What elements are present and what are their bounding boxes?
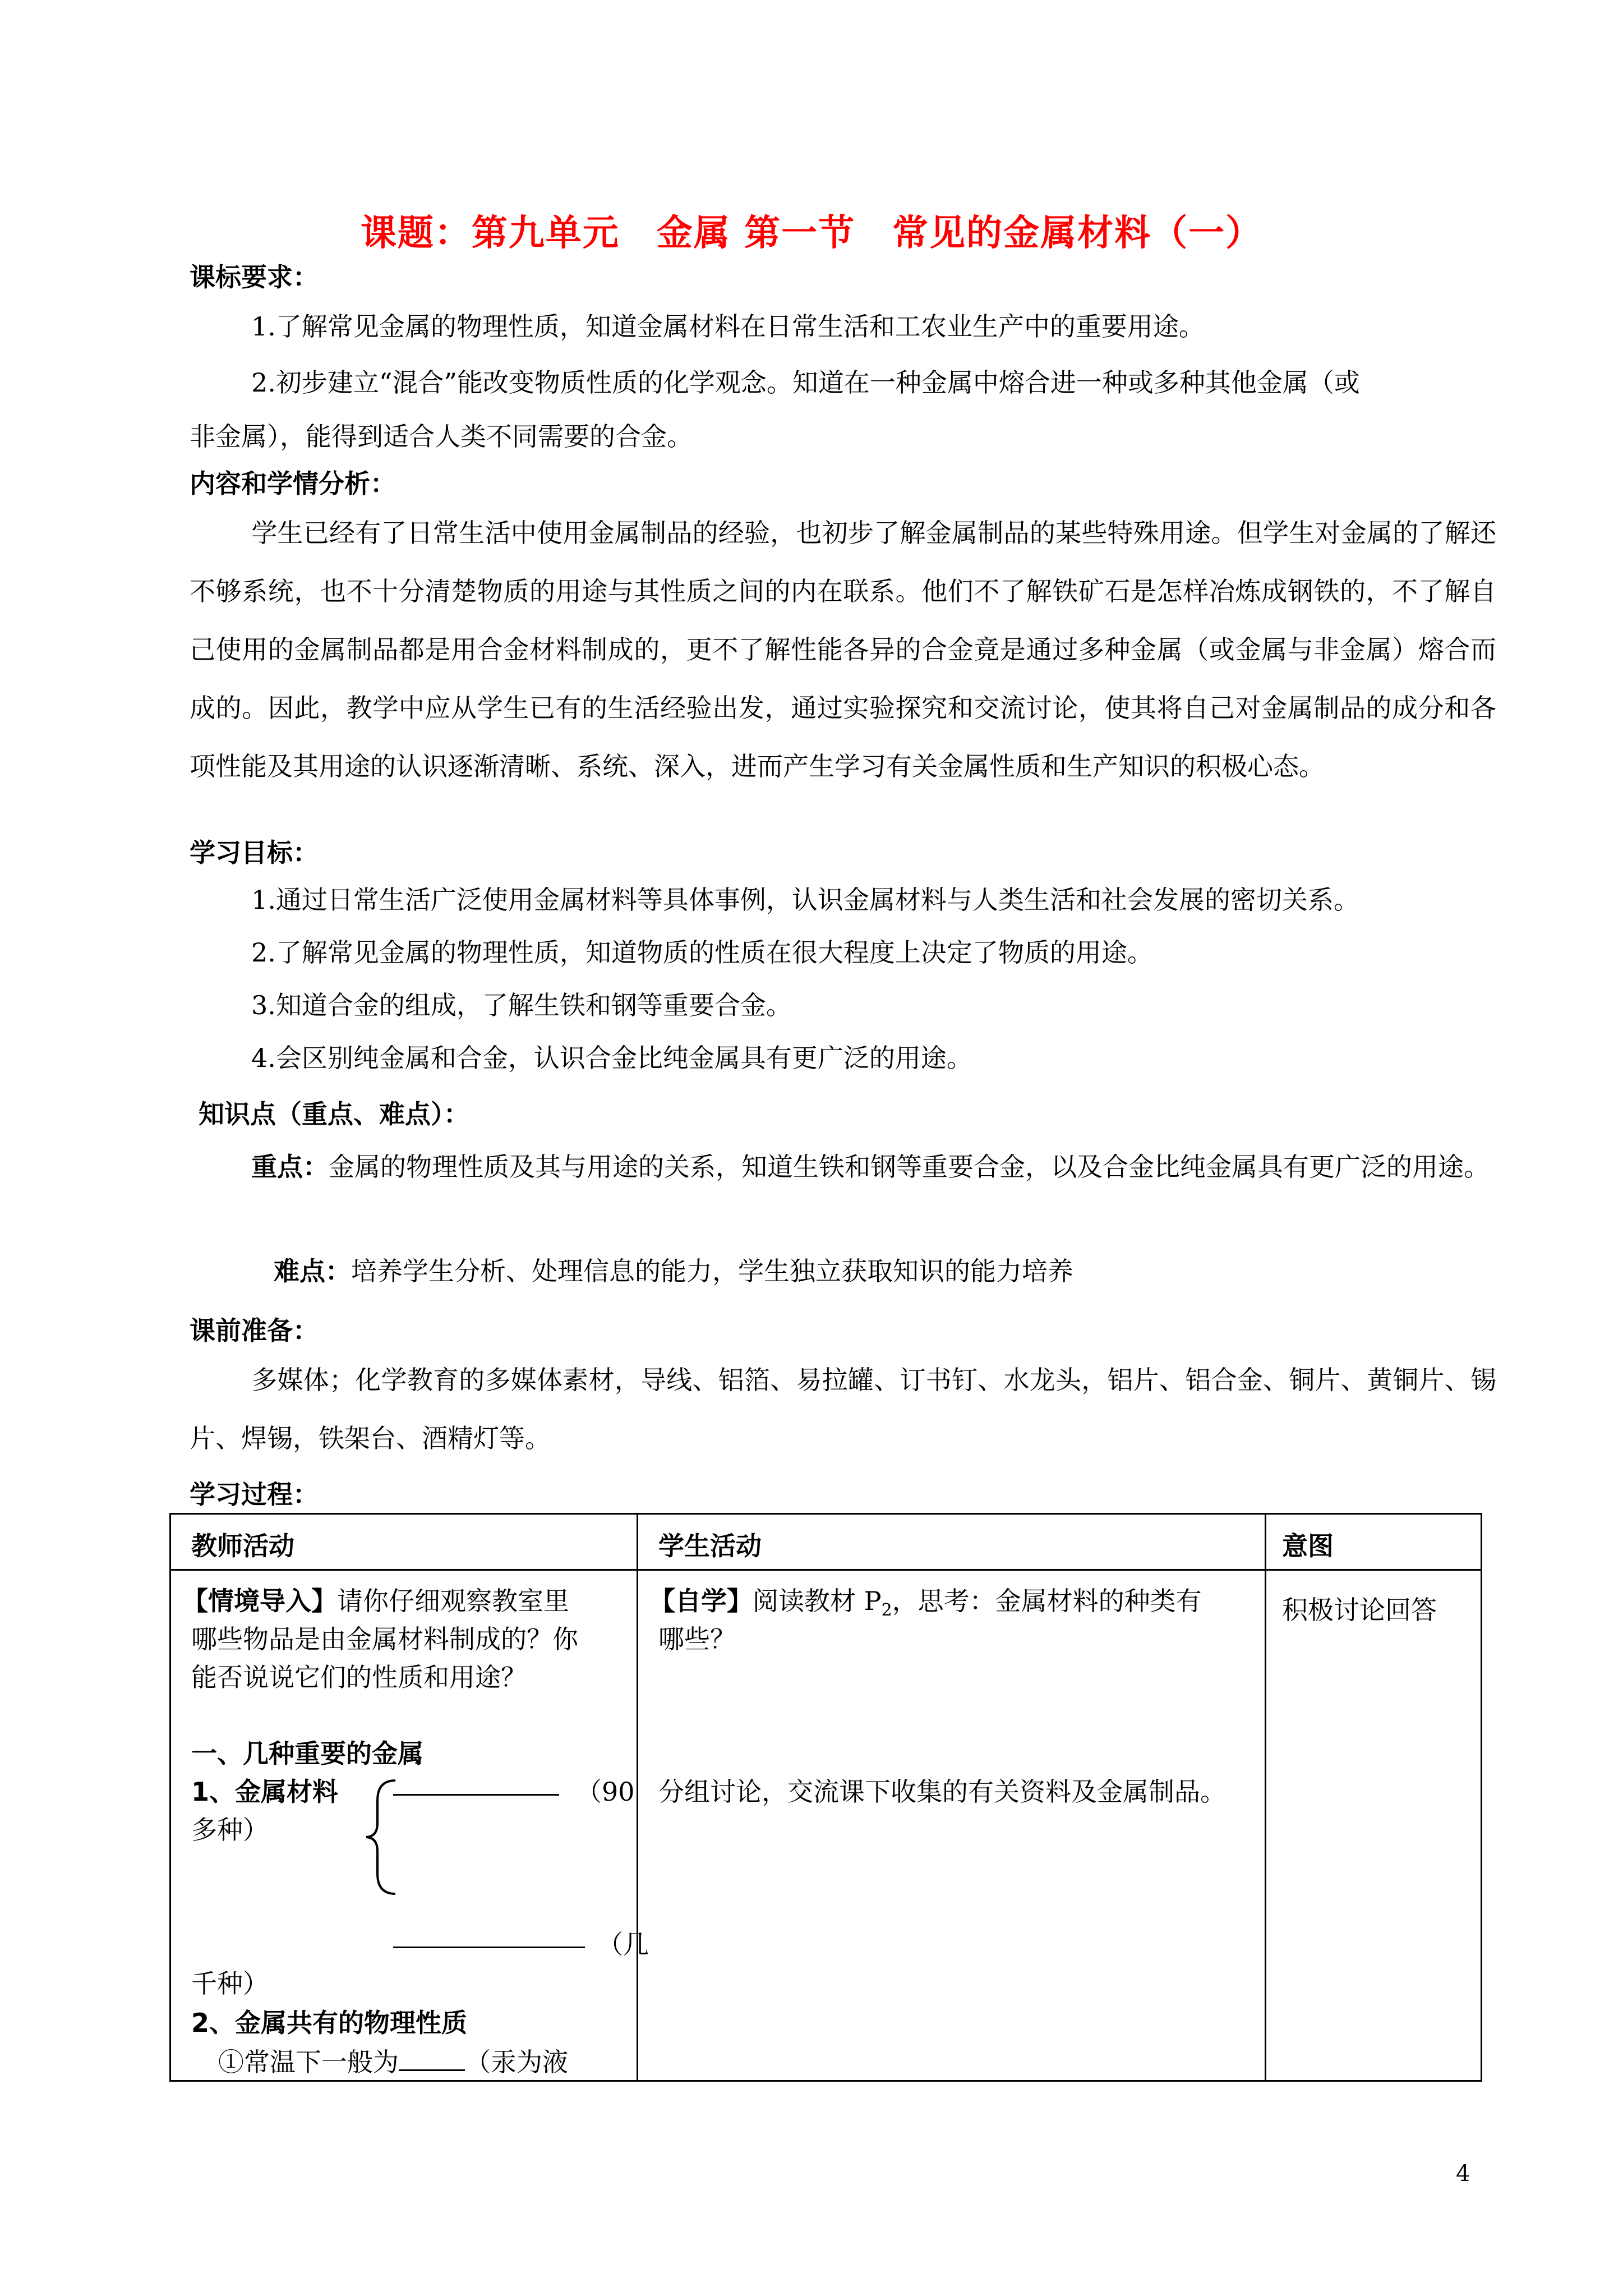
header-teacher: 教师活动 xyxy=(170,1514,638,1570)
property-item-1-pre: ①常温下一般为 xyxy=(218,2047,399,2077)
discuss-text: 分组讨论，交流课下收集的有关资料及金属制品。 xyxy=(658,1777,1226,1807)
heading-neirong: 内容和学情分析： xyxy=(190,468,396,499)
intro-tag: 【情境导入】 xyxy=(182,1586,337,1616)
table-row xyxy=(170,1570,1482,2081)
zhongdian-paragraph xyxy=(190,1138,1496,1261)
kebiao-item-2-cont: 非金属），能得到适合人类不同需要的合金。 xyxy=(190,421,693,452)
nandian-text: 培养学生分析、处理信息的能力，学生独立获取知识的能力培养 xyxy=(351,1256,1073,1286)
cell-student xyxy=(638,1570,1266,2081)
physical-properties-heading: 2、金属共有的物理性质 xyxy=(191,2008,468,2038)
mubiao-item-2: 2.了解常见金属的物理性质，知道物质的性质在很大程度上决定了物质的用途。 xyxy=(251,937,1153,968)
blank-state[interactable] xyxy=(399,2047,465,2071)
count-1: （90 xyxy=(576,1777,635,1807)
zhunbei-text: 多媒体；化学教育的多媒体素材，导线、铝箔、易拉罐、订书钉、水龙头，铝片、铝合金、铜片、黄铜片、锡片、焊锡，铁架台、酒精灯等。 xyxy=(190,1365,1496,1453)
zixue-line-1b: ，思考：金属材料的种类有 xyxy=(892,1586,1202,1616)
intent-text: 积极讨论回答 xyxy=(1282,1595,1437,1625)
header-intent: 意图 xyxy=(1266,1514,1482,1570)
neirong-text: 学生已经有了日常生活中使用金属制品的经验，也初步了解金属制品的某些特殊用途。但学生对金属的了解还不够系统，也不十分清楚物质的用途与其性质之间的内在联系。他们不了解铁矿石是怎样冶炼成钢铁的，不了解自己使用的金属制品都是用合金材料制成的，更不了解性能各异的合金竟是通过多种金属（或金属与非金属）熔合而成的。因此，教学中应从学生已有的生活经验出发，通过实验探究和交流讨论，使其将自己对金属制品的成分和各项性能及其用途的认识逐渐清晰、系统、深入，进而产生学习有关金属性质和生产知识的积极心态。 xyxy=(190,518,1496,781)
intro-line-3: 能否说说它们的性质和用途？ xyxy=(191,1662,527,1692)
cell-teacher xyxy=(170,1570,649,2081)
process-table xyxy=(169,1513,1482,2082)
zhongdian-text: 金属的物理性质及其与用途的关系，知道生铁和钢等重要合金，以及合金比纯金属具有更广泛的用途。 xyxy=(329,1152,1490,1182)
blank-alloy[interactable] xyxy=(393,1924,585,1948)
count-2b: 千种） xyxy=(191,1968,269,1999)
page-title: 课题：第九单元 金属 第一节 常见的金属材料（一） xyxy=(360,213,1263,254)
header-student: 学生活动 xyxy=(638,1514,1266,1570)
zixue-sub: 2 xyxy=(881,1600,892,1621)
section-metals-heading: 一、几种重要的金属 xyxy=(191,1738,423,1769)
zixue-tag: 【自学】 xyxy=(649,1586,753,1616)
count-1b: 多种） xyxy=(191,1815,269,1845)
neirong-paragraph xyxy=(190,504,1496,863)
nandian-label: 难点： xyxy=(274,1256,351,1286)
mubiao-item-4: 4.会区别纯金属和合金，认识合金比纯金属具有更广泛的用途。 xyxy=(251,1043,972,1073)
property-item-1-post: （汞为液 xyxy=(465,2047,568,2077)
intro-line-1: 请你仔细观察教室里 xyxy=(337,1586,569,1616)
mubiao-item-1: 1.通过日常生活广泛使用金属材料等具体事例，认识金属材料与人类生活和社会发展的密切关系。 xyxy=(251,885,1359,915)
heading-kebiao: 课标要求： xyxy=(190,262,319,292)
nandian-line xyxy=(274,1254,1073,1288)
zhongdian-label: 重点： xyxy=(251,1152,329,1182)
heading-guocheng: 学习过程： xyxy=(190,1479,319,1510)
zixue-line-1: 阅读教材 P xyxy=(753,1586,882,1616)
zhunbei-paragraph xyxy=(190,1351,1496,1474)
page-number: 4 xyxy=(1456,2161,1470,2187)
heading-zhishi: 知识点（重点、难点）： xyxy=(199,1099,469,1129)
metal-materials-heading: 1、金属材料 xyxy=(191,1777,339,1807)
table-header-row xyxy=(170,1514,1482,1570)
kebiao-item-2: 2.初步建立“混合”能改变物质性质的化学观念。知道在一种金属中熔合进一种或多种其他金属（或 xyxy=(251,367,1360,398)
heading-mubiao: 学习目标： xyxy=(190,838,319,868)
mubiao-item-3: 3.知道合金的组成，了解生铁和钢等重要合金。 xyxy=(251,990,792,1020)
count-2: （几 xyxy=(597,1929,649,1959)
heading-zhunbei: 课前准备： xyxy=(190,1315,319,1346)
blank-pure-metal[interactable] xyxy=(393,1772,559,1796)
intro-line-2: 哪些物品是由金属材料制成的？你 xyxy=(191,1624,578,1654)
kebiao-item-1: 1.了解常见金属的物理性质，知道金属材料在日常生活和工农业生产中的重要用途。 xyxy=(251,311,1205,342)
zixue-line-2: 哪些？ xyxy=(658,1624,736,1654)
cell-intent xyxy=(1266,1570,1482,2081)
